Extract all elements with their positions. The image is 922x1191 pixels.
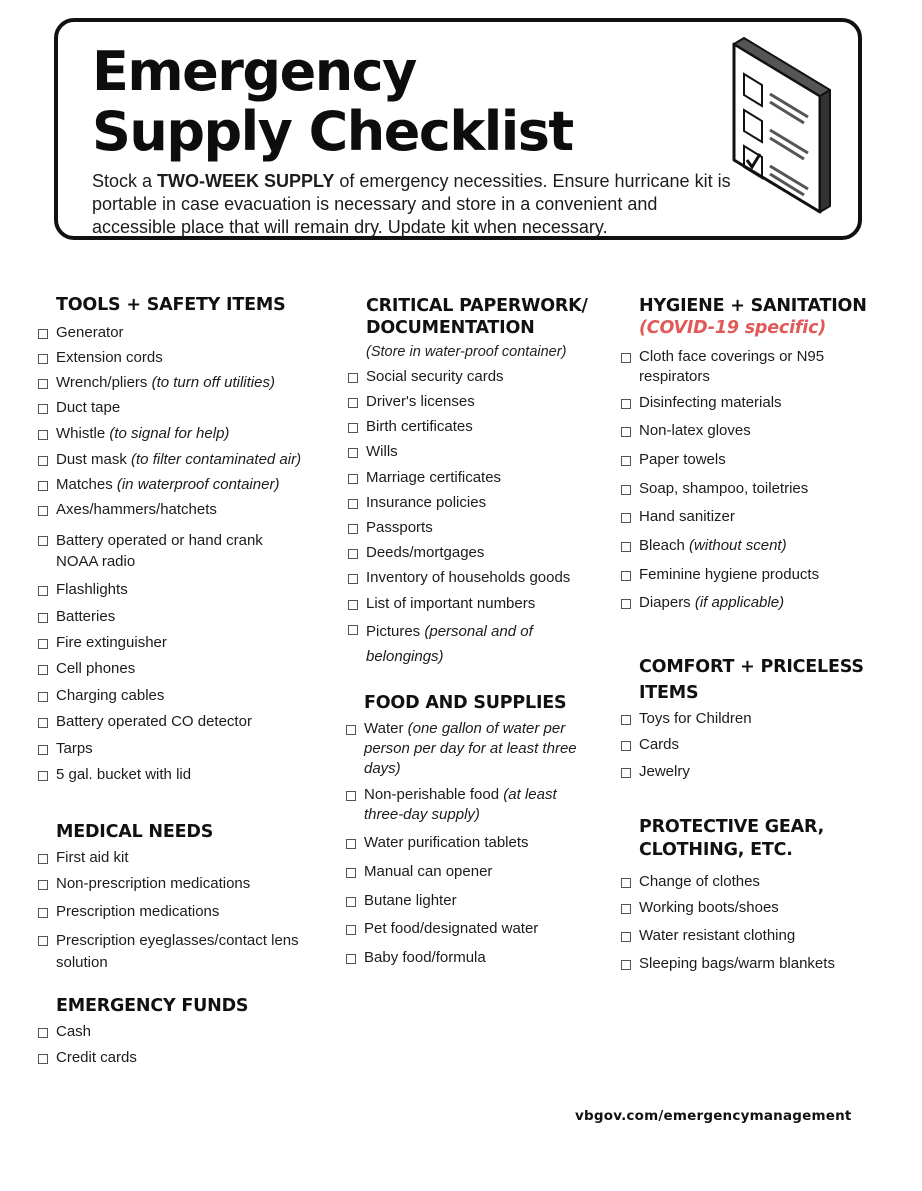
checklist-item[interactable]: Fire extinguisher: [38, 633, 338, 653]
checkbox-icon[interactable]: [38, 379, 48, 389]
checkbox-icon[interactable]: [38, 854, 48, 864]
footer-url[interactable]: vbgov.com/emergencymanagement: [575, 1108, 852, 1124]
checklist-item[interactable]: Butane lighter: [346, 891, 606, 911]
checkbox-icon[interactable]: [621, 353, 631, 363]
intro-before: Stock a: [92, 171, 158, 191]
section-medical: [38, 821, 338, 974]
checklist-item[interactable]: Battery operated CO detector: [38, 712, 338, 732]
checkbox-icon[interactable]: [348, 499, 358, 509]
checklist-item[interactable]: Diapers (if applicable): [621, 593, 891, 613]
paperwork-note: (Store in water-proof container): [366, 344, 567, 360]
checklist-item[interactable]: First aid kit: [38, 848, 338, 868]
checkbox-icon[interactable]: [621, 571, 631, 581]
checklist-item[interactable]: Working boots/shoes: [621, 898, 891, 918]
checkbox-icon[interactable]: [38, 1028, 48, 1038]
checklist-item[interactable]: Duct tape: [38, 398, 338, 418]
checklist-item[interactable]: Non-latex gloves: [621, 421, 891, 441]
intro-after: of emergency necessities. Ensure hurricane kit is portable in case evacuation is necessary and store in a convenient and accessible place that will remain dry. Update kit when necessary.: [92, 171, 731, 237]
page-title: [92, 42, 573, 162]
checklist-item[interactable]: Inventory of households goods: [348, 568, 606, 588]
checkbox-icon[interactable]: [38, 404, 48, 414]
checkbox-icon[interactable]: [346, 897, 356, 907]
checklist-item[interactable]: Insurance policies: [348, 493, 606, 513]
checkbox-icon[interactable]: [621, 741, 631, 751]
checklist-item[interactable]: Credit cards: [38, 1048, 338, 1068]
checkbox-icon[interactable]: [38, 908, 48, 918]
checkbox-icon[interactable]: [38, 354, 48, 364]
checklist-item[interactable]: Wills: [348, 442, 606, 462]
checklist-item[interactable]: Battery operated or hand crank NOAA radio: [38, 530, 296, 572]
checkbox-icon[interactable]: [621, 513, 631, 523]
checkbox-icon[interactable]: [38, 639, 48, 649]
hygiene-title: [621, 295, 891, 339]
checkbox-icon[interactable]: [38, 481, 48, 491]
checkbox-icon[interactable]: [621, 399, 631, 409]
checkbox-icon[interactable]: [348, 474, 358, 484]
checklist-item[interactable]: Flashlights: [38, 580, 338, 600]
section-hygiene: [621, 295, 891, 613]
hygiene-title-text: HYGIENE + SANITATION: [639, 296, 867, 316]
checklist-item[interactable]: Prescription medications: [38, 902, 338, 922]
checklist-item[interactable]: Water resistant clothing: [621, 926, 891, 946]
checklist-item[interactable]: Extension cords: [38, 348, 338, 368]
checklist-item[interactable]: Toys for Children: [621, 709, 891, 729]
checkbox-icon[interactable]: [38, 586, 48, 596]
checkbox-icon[interactable]: [348, 398, 358, 408]
hygiene-subtitle: (COVID-19 specific): [639, 318, 827, 338]
checkbox-icon[interactable]: [621, 878, 631, 888]
checklist-item[interactable]: Batteries: [38, 607, 338, 627]
checklist-item[interactable]: Birth certificates: [348, 417, 606, 437]
checklist-item[interactable]: Cash: [38, 1022, 338, 1042]
checkbox-icon[interactable]: [621, 456, 631, 466]
checkbox-icon[interactable]: [346, 868, 356, 878]
checkbox-icon[interactable]: [621, 599, 631, 609]
checkbox-icon[interactable]: [348, 574, 358, 584]
checklist-item[interactable]: Sleeping bags/warm blankets: [621, 954, 891, 974]
checklist-item[interactable]: Wrench/pliers (to turn off utilities): [38, 373, 338, 393]
section-comfort: [621, 654, 891, 782]
intro-bold: TWO-WEEK SUPPLY: [157, 171, 335, 191]
checkbox-icon[interactable]: [346, 954, 356, 964]
checklist-clipboard-icon: [724, 36, 834, 216]
checklist-item[interactable]: Pet food/designated water: [346, 919, 606, 939]
checkbox-icon[interactable]: [348, 625, 358, 635]
checklist-item[interactable]: Charging cables: [38, 686, 338, 706]
checklist-item[interactable]: Matches (in waterproof container): [38, 475, 338, 495]
checklist-item[interactable]: Baby food/formula: [346, 948, 606, 968]
checkbox-icon[interactable]: [38, 745, 48, 755]
checklist-item[interactable]: Manual can opener: [346, 862, 606, 882]
checklist-item[interactable]: Pictures (personal and of belongings): [348, 619, 566, 669]
checkbox-icon[interactable]: [38, 1054, 48, 1064]
checklist-item[interactable]: Generator: [38, 323, 338, 343]
section-paperwork: [348, 295, 606, 669]
intro-text: [92, 170, 742, 239]
checklist-item[interactable]: Axes/hammers/hatchets: [38, 500, 338, 520]
checkbox-icon[interactable]: [621, 904, 631, 914]
checklist-item[interactable]: Water (one gallon of water per person per day for at least three days): [346, 719, 604, 779]
checklist-item[interactable]: Whistle (to signal for help): [38, 424, 338, 444]
checkbox-icon[interactable]: [348, 600, 358, 610]
checkbox-icon[interactable]: [38, 718, 48, 728]
checklist-item[interactable]: Driver's licenses: [348, 392, 606, 412]
checklist-item[interactable]: Non-perishable food (at least three-day supply): [346, 785, 594, 825]
checkbox-icon[interactable]: [621, 960, 631, 970]
checkbox-icon[interactable]: [38, 880, 48, 890]
checkbox-icon[interactable]: [621, 932, 631, 942]
checkbox-icon[interactable]: [621, 715, 631, 725]
checkbox-icon[interactable]: [38, 936, 48, 946]
title-line-2: Supply Checklist: [92, 100, 573, 163]
food-title: FOOD AND SUPPLIES: [364, 693, 567, 713]
checkbox-icon[interactable]: [346, 791, 356, 801]
checkbox-icon[interactable]: [38, 506, 48, 516]
checklist-item[interactable]: Non-prescription medications: [38, 874, 338, 894]
section-funds: [38, 995, 338, 1068]
checkbox-icon[interactable]: [621, 485, 631, 495]
checkbox-icon[interactable]: [348, 549, 358, 559]
checklist-item[interactable]: Bleach (without scent): [621, 536, 891, 556]
checklist-item[interactable]: Deeds/mortgages: [348, 543, 606, 563]
section-gear: [621, 816, 891, 974]
header-panel: [54, 18, 862, 240]
checklist-item[interactable]: Dust mask (to filter contaminated air): [38, 450, 338, 470]
checklist-item[interactable]: Jewelry: [621, 762, 891, 782]
checkbox-icon[interactable]: [348, 524, 358, 534]
checkbox-icon[interactable]: [346, 925, 356, 935]
checklist-item[interactable]: Paper towels: [621, 450, 891, 470]
checklist-item[interactable]: Cards: [621, 735, 891, 755]
checklist-item[interactable]: Change of clothes: [621, 872, 891, 892]
checkbox-icon[interactable]: [346, 725, 356, 735]
gear-title: PROTECTIVE GEAR, CLOTHING, ETC.: [639, 817, 825, 860]
title-line-1: Emergency: [92, 40, 416, 103]
tools-title: TOOLS + SAFETY ITEMS: [56, 295, 286, 315]
section-tools: [38, 294, 338, 785]
checklist-item[interactable]: Social security cards: [348, 367, 606, 387]
funds-title: EMERGENCY FUNDS: [56, 996, 249, 1016]
checkbox-icon[interactable]: [621, 768, 631, 778]
medical-title: MEDICAL NEEDS: [56, 822, 214, 842]
checkbox-icon[interactable]: [38, 692, 48, 702]
section-food: [346, 692, 606, 968]
checklist-item[interactable]: List of important numbers: [348, 594, 606, 614]
checklist-item[interactable]: Water purification tablets: [346, 833, 606, 853]
checklist-item[interactable]: Cell phones: [38, 659, 338, 679]
checklist-item[interactable]: Marriage certificates: [348, 468, 606, 488]
checkbox-icon[interactable]: [346, 839, 356, 849]
checkbox-icon[interactable]: [348, 448, 358, 458]
checkbox-icon[interactable]: [38, 430, 48, 440]
checklist-item[interactable]: 5 gal. bucket with lid: [38, 765, 338, 785]
comfort-title: COMFORT + PRICELESS ITEMS: [639, 657, 864, 703]
checkbox-icon[interactable]: [621, 427, 631, 437]
checklist-item[interactable]: Hand sanitizer: [621, 507, 891, 527]
checklist-item[interactable]: Prescription eyeglasses/contact lens solution: [38, 930, 316, 974]
checklist-item[interactable]: Tarps: [38, 739, 338, 759]
checkbox-icon[interactable]: [348, 373, 358, 383]
checkbox-icon[interactable]: [38, 665, 48, 675]
checklist-item[interactable]: Passports: [348, 518, 606, 538]
checklist-item[interactable]: Cloth face coverings or N95 respirators: [621, 347, 869, 387]
checkbox-icon[interactable]: [38, 613, 48, 623]
checklist-item[interactable]: Feminine hygiene products: [621, 565, 891, 585]
checklist-item[interactable]: Disinfecting materials: [621, 393, 891, 413]
checklist-item[interactable]: Soap, shampoo, toiletries: [621, 479, 891, 499]
paperwork-title: CRITICAL PAPERWORK/ DOCUMENTATION: [366, 296, 588, 338]
checkbox-icon[interactable]: [38, 456, 48, 466]
checkbox-icon[interactable]: [38, 329, 48, 339]
checkbox-icon[interactable]: [348, 423, 358, 433]
checkbox-icon[interactable]: [38, 536, 48, 546]
checkbox-icon[interactable]: [38, 771, 48, 781]
checkbox-icon[interactable]: [621, 542, 631, 552]
